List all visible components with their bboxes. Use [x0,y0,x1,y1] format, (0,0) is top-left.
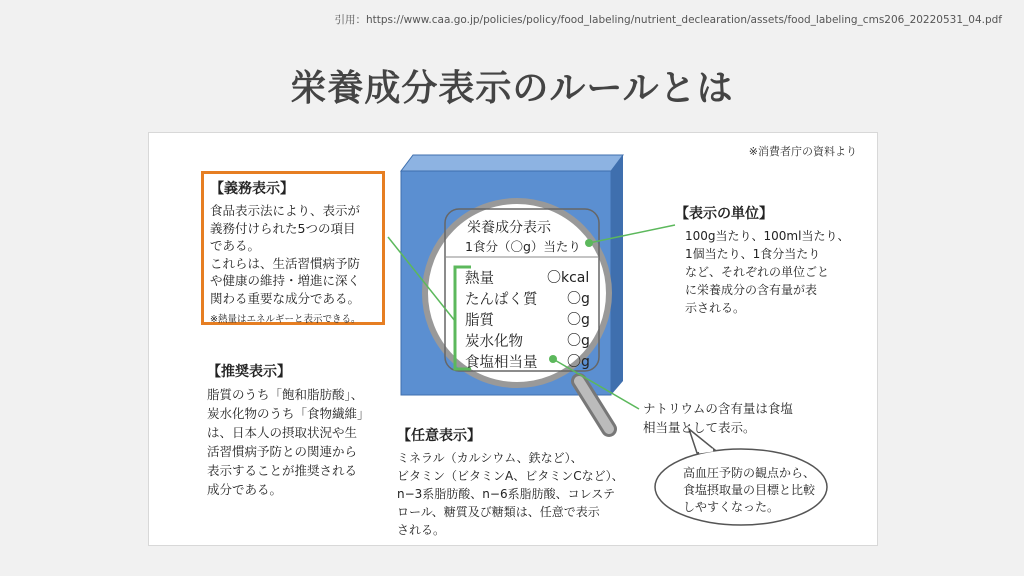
page-title: 栄養成分表示のルールとは [290,68,734,109]
recommended-line: 炭水化物のうち「食物繊維」 [207,406,370,421]
mandatory-line: である。 [210,238,261,253]
mandatory-line: や健康の維持・増進に深く [210,273,361,288]
label-title: 栄養成分表示 [467,220,551,236]
sodium-line: 相当量として表示。 [643,420,756,435]
optional-text [397,449,624,539]
unit-section [675,203,849,317]
speech-bubble-text [653,447,829,531]
unit-line: 100g当たり、100ml当たり、 [685,229,850,243]
nutrient-name: 炭水化物 [465,334,523,350]
label-per-serving: 1食分（〇g）当たり [465,239,581,254]
nutrient-name: 脂質 [465,313,494,329]
sodium-note [643,399,793,437]
nutrient-value: 〇kcal [547,270,590,286]
source-note: ※消費者庁の資料より [748,145,857,158]
recommended-line: 表示することが推奨される [207,463,358,478]
optional-heading: 【任意表示】 [397,428,481,444]
recommended-line: 活習慣病予防との関連から [207,444,358,459]
mandatory-line: 食品表示法により、表示が [210,203,361,218]
nutrient-value: 〇g [567,291,590,307]
unit-line: 示される。 [685,301,746,315]
unit-line: 1個当たり、1食分当たり [685,247,821,261]
unit-text [675,227,849,317]
nutrient-value: 〇g [567,333,590,349]
optional-section [397,425,624,539]
recommended-line: 脂質のうち「飽和脂肪酸」、 [207,387,364,402]
nutrient-value: 〇g [567,312,590,328]
optional-line: ロール、糖質及び糖類は、任意で表示 [397,505,600,519]
nutrient-name: たんぱく質 [465,292,538,308]
nutrient-name: 食塩相当量 [465,355,538,371]
nutrient-name: 熱量 [465,271,494,287]
optional-line: ビタミン（ビタミンA、ビタミンCなど）、 [397,469,624,483]
speech-line: しやすくなった。 [683,500,780,514]
recommended-section [207,361,370,499]
package-side [611,155,623,395]
unit-heading: 【表示の単位】 [675,206,773,222]
recommended-heading: 【推奨表示】 [207,364,291,380]
energy-note: ※熱量はエネルギーと表示できる。 [210,314,361,325]
unit-line: など、それぞれの単位ごと [685,265,830,279]
nutrient-value: 〇g [567,354,590,370]
speech-line: 高血圧予防の観点から、 [683,466,816,480]
mandatory-heading: 【義務表示】 [210,181,294,197]
mandatory-line: 関わる重要な成分である。 [210,290,361,306]
sodium-line: ナトリウムの含有量は食塩 [643,401,793,416]
optional-line: される。 [397,523,446,537]
diagram-panel [148,132,878,546]
mandatory-line: これらは、生活習慣病予防 [210,255,361,271]
mandatory-box [201,171,385,325]
recommended-line: 成分である。 [207,482,283,497]
mandatory-line: 義務付けられた5つの項目 [210,220,356,236]
optional-line: n−3系脂肪酸、n−6系脂肪酸、コレステ [397,487,615,501]
package-top [401,155,623,171]
recommended-line: は、日本人の摂取状況や生 [207,425,358,440]
unit-line: に栄養成分の含有量が表 [685,283,818,297]
speech-line: 食塩摂取量の目標と比較 [683,483,816,497]
citation-text: 引用：https://www.caa.go.jp/policies/policy/food_labeling/nutrient_declearation/assets/food_labeling_cms206_20220531_04.pdf [334,14,1002,26]
recommended-text [207,385,370,499]
mandatory-text [210,202,376,307]
optional-line: ミネラル（カルシウム、鉄など）、 [397,451,583,465]
